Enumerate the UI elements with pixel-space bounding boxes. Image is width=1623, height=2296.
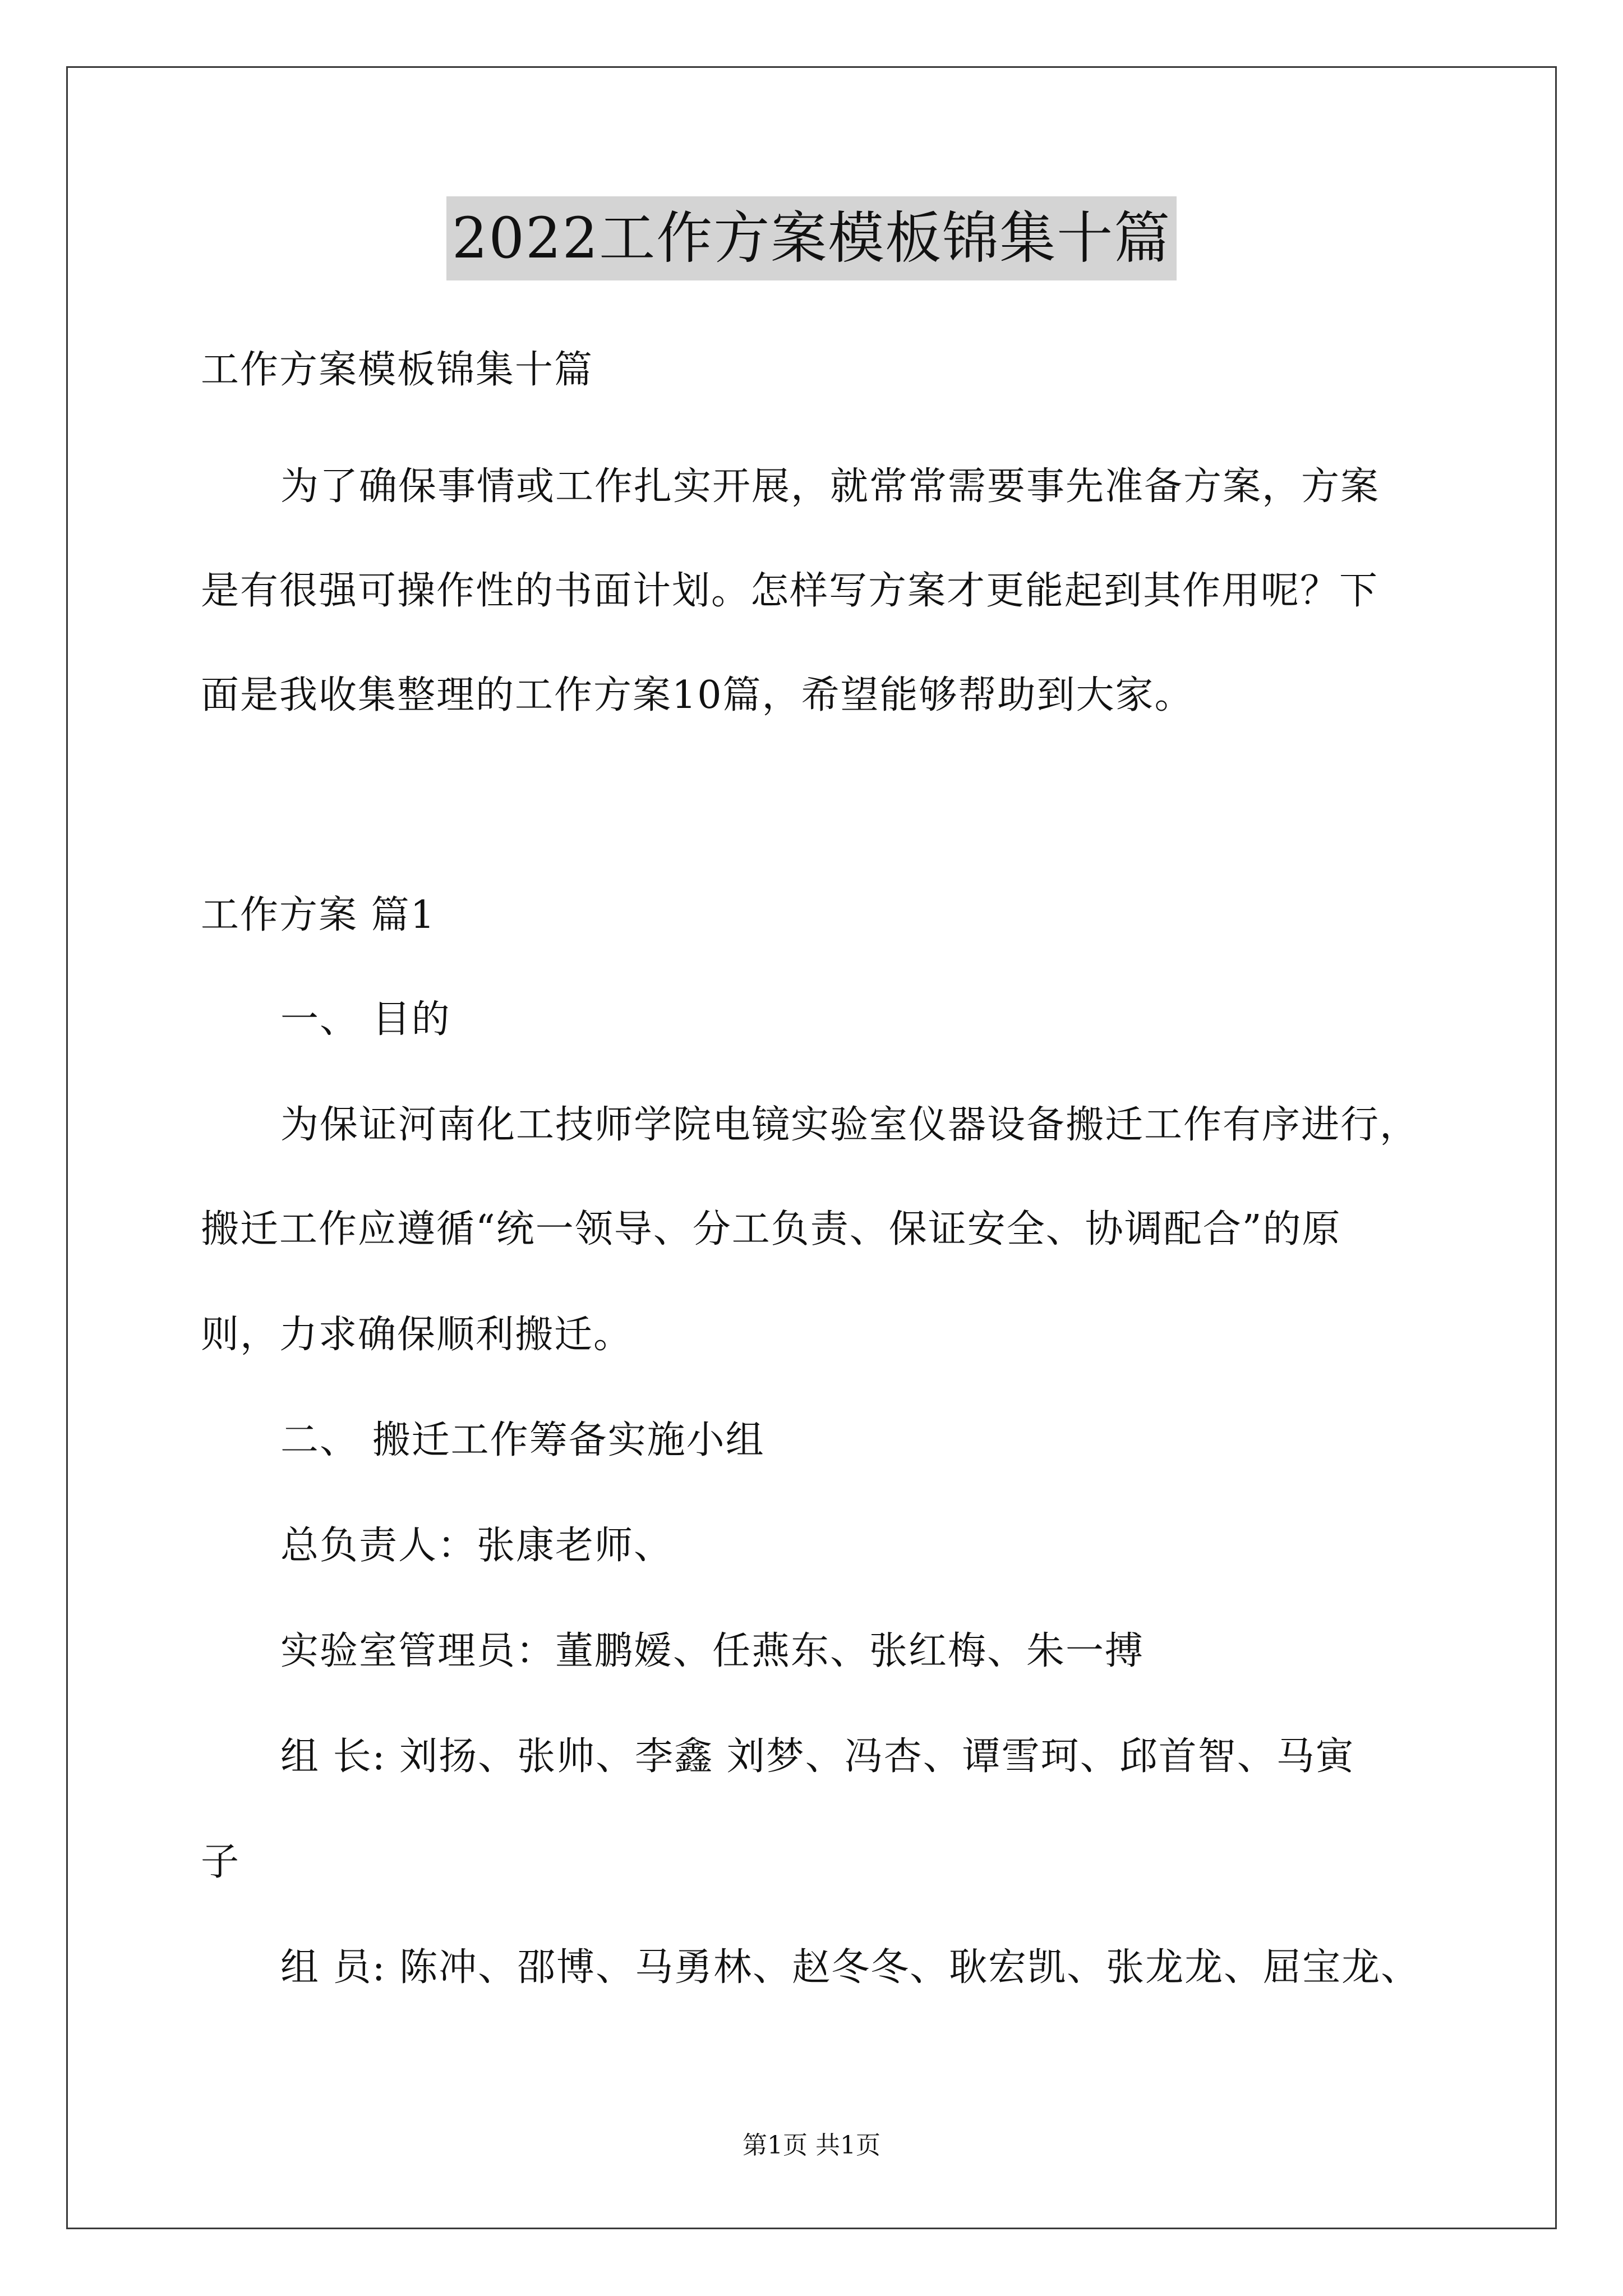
document-title: 2022工作方案模板锦集十篇 [446, 196, 1177, 280]
purpose-line-2: 搬迁工作应遵循“统一领导、分工负责、保证安全、协调配合”的原 [201, 1207, 1341, 1251]
title-container [0, 196, 1623, 280]
group-leader-line-1: 组 长: 刘扬、张帅、李鑫 刘梦、冯杏、谭雪珂、邱首智、马寅 [280, 1734, 1355, 1779]
subtitle: 工作方案模板锦集十篇 [201, 348, 594, 392]
purpose-line-1: 为保证河南化工技师学院电镜实验室仪器设备搬迁工作有序进行， [280, 1103, 1419, 1147]
page-footer: 第1页 共1页 [743, 2131, 880, 2160]
item2-heading: 二、 搬迁工作筹备实施小组 [280, 1418, 765, 1462]
section-heading: 工作方案 篇1 [201, 893, 436, 937]
group-member-line: 组 员: 陈冲、邵博、马勇林、赵冬冬、耿宏凯、张龙龙、屈宝龙、 [280, 1945, 1421, 1990]
lab-admin-line: 实验室管理员：董鹏嫒、任燕东、张红梅、朱一搏 [280, 1629, 1145, 1673]
intro-line-1: 为了确保事情或工作扎实开展，就常常需要事先准备方案，方案 [280, 464, 1380, 509]
leader-line: 总负责人：张康老师、 [280, 1524, 674, 1568]
group-leader-line-2: 子 [201, 1840, 241, 1884]
item1-heading: 一、 目的 [280, 997, 451, 1042]
intro-line-2: 是有很强可操作性的书面计划。怎样写方案才更能起到其作用呢？下 [201, 569, 1379, 613]
purpose-line-3: 则，力求确保顺利搬迁。 [201, 1313, 633, 1357]
intro-line-3: 面是我收集整理的工作方案10篇，希望能够帮助到大家。 [201, 673, 1194, 717]
